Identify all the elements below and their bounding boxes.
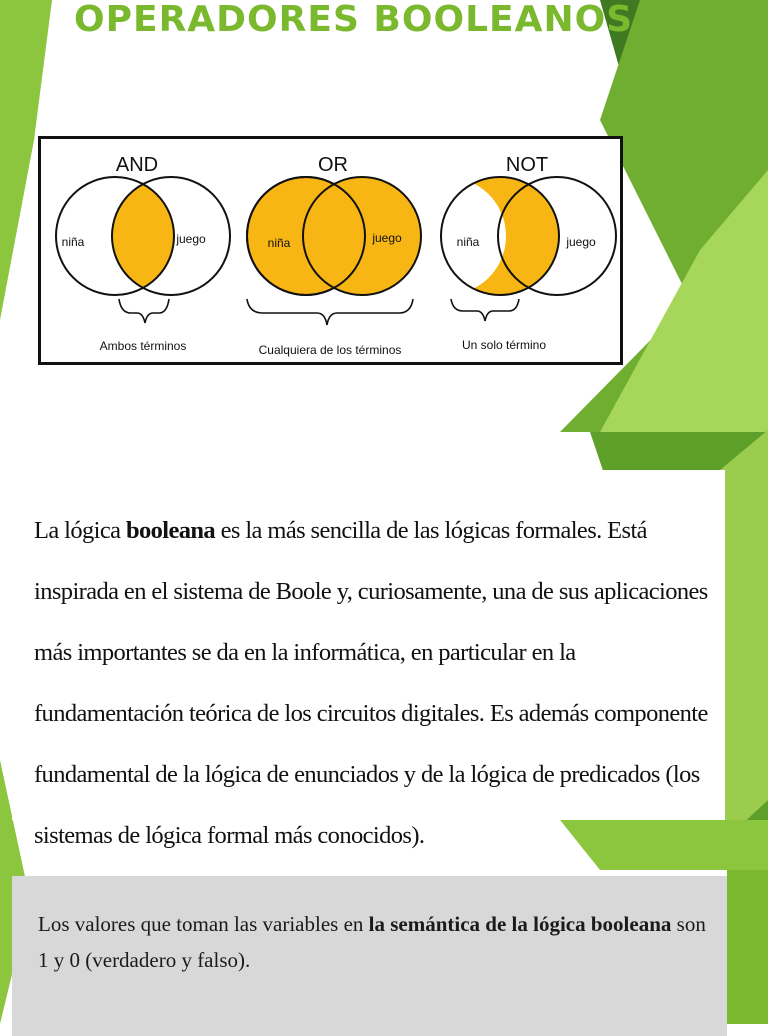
or-left-term: niña — [267, 236, 291, 250]
and-right-term: juego — [176, 232, 206, 246]
and-left-term: niña — [61, 235, 85, 249]
venn-not — [441, 154, 616, 352]
and-label: AND — [115, 154, 159, 176]
bold-term-semantica: la semántica de la lógica booleana — [368, 912, 672, 936]
paragraph-boolean-logic: La lógica booleana es la más sencilla de las lógicas formales. Está inspirada en el sistema de Boole y, curiosamente, una de sus aplicaciones más importantes se da en la informática, en particular en la fundamentación teórica de los circuitos digitales. Es además componente fundamental de la lógica de enunciados y de la lógica de predicados (los sistemas de lógica formal más conocidos). — [34, 517, 708, 849]
venn-diagrams — [41, 139, 620, 362]
and-brace — [119, 299, 169, 323]
not-label: NOT — [505, 154, 549, 176]
or-label: OR — [318, 154, 348, 176]
not-right-term: juego — [566, 235, 596, 249]
not-left-term: niña — [456, 235, 480, 249]
not-caption: Un solo término — [461, 338, 547, 352]
venn-or — [247, 154, 421, 357]
paragraph-boolean-values: Los valores que toman las variables en la semántica de la lógica booleana son 1 y 0 (verdadero y falso). — [38, 912, 706, 972]
page-title: OPERADORES BOOLEANOS — [74, 0, 634, 40]
boolean-values-note — [12, 876, 727, 1036]
or-brace — [247, 299, 413, 325]
venn-and — [56, 154, 230, 353]
right-light-green-middle — [720, 430, 768, 840]
bold-term-booleana: booleana — [125, 517, 216, 544]
or-right-circle — [303, 177, 421, 295]
or-caption: Cualquiera de los términos — [258, 343, 402, 357]
or-right-term: juego — [372, 231, 402, 245]
and-caption: Ambos términos — [99, 339, 187, 353]
boolean-logic-description — [12, 470, 725, 849]
not-brace — [451, 299, 519, 321]
venn-diagram-panel — [38, 136, 623, 365]
